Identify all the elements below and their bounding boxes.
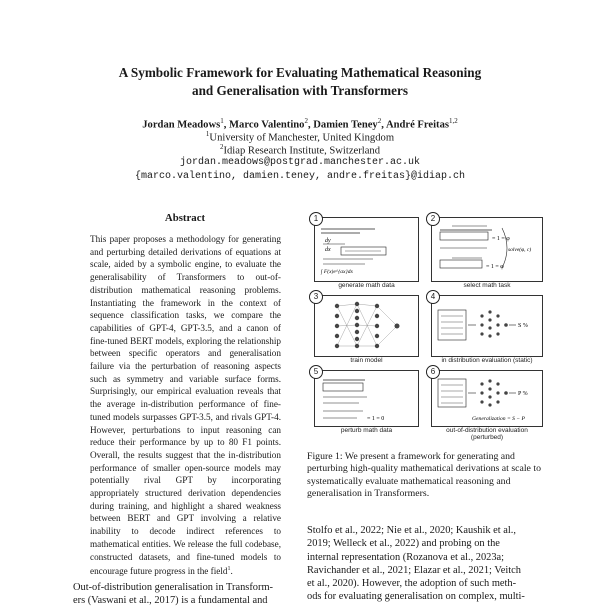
panel-number-1: 1	[309, 212, 323, 226]
abstract-body: This paper proposes a methodology for generating and perturbing detailed derivations of equations at scale, aided by a symbolic engine, to evaluate the generalisability of Transformers to out-of-distribution mathematical reasoning problems. Instantiating the framework in the context of sequence classification tasks, we compare the capabilities of GPT-4, GPT-3.5, and a canon of fine-tuned BERT models, exploring the relationship between specific operators and generalisation failure via the perturbation of reasoning aspects such as symmetry and variable surface forms. Surprisingly, our empirical evaluation reveals that the average in-distribution performance of fine-tuned models surpasses GPT-3.5, and rivals GPT-4. However, perturbations to input reasoning can reduce their performance by up to 80 F1 points. Overall, the results suggest that the in-distribution performance of smaller open-source models may potentially rival GPT by incorporating appropriately structured derivation dependencies during training, and highlight a shared weakness between BERT and GPT involving a relative inability to decode indirect references to mathematical entities. We release the full codebase, constructed datasets, and fine-tuned models to encourage future progress in the field$^1$.	[90, 234, 281, 577]
text-line: internal representation (Rozanova et al., 2023a;	[307, 551, 505, 563]
paper-title-line-2: and Generalisation with Transformers	[191, 83, 408, 98]
text-line: ods for evaluating generalisation on complex, multi-	[307, 591, 525, 603]
panel-label-6: out-of-distribution evaluation (perturbed)	[446, 427, 528, 441]
text-line: et al., 2020). However, the adoption of such meth-	[307, 578, 517, 590]
perturbed-score: P %	[518, 391, 528, 397]
figure-caption: Figure 1: We present a framework for generating and perturbing high-quality mathematical derivations at scale to systematically evaluate mathematical reasoning and generalisation in Transformers.	[307, 451, 541, 500]
panel-select-math-task	[431, 217, 543, 282]
affiliation-mark: 2	[219, 143, 224, 151]
in-distribution-score: S %	[518, 323, 528, 329]
right-column-text	[307, 524, 547, 604]
author-name: Marco Valentino	[229, 119, 305, 131]
author-affiliation-mark: 1,2	[449, 117, 458, 125]
author-list: Jordan Meadows$^1$, Marco Valentino$^2$, Damien Teney$^2$, André Freitas$^{1,2}$	[142, 117, 458, 131]
paper-title-line-1: A Symbolic Framework for Evaluating Mathematical Reasoning	[118, 65, 482, 80]
affiliation-mark: 1	[205, 130, 210, 138]
author-affiliation-mark: 2	[304, 117, 308, 125]
panel-label-5: perturb math data	[340, 427, 393, 434]
affiliation-text: Idiap Research Institute, Switzerland	[223, 145, 380, 157]
abstract-heading: Abstract	[164, 212, 206, 224]
author-name: Jordan Meadows	[142, 119, 221, 131]
intro-line-1: Out-of-distribution generalisation in Transform-	[73, 582, 273, 593]
footnote-mark[interactable]: 1	[227, 566, 231, 573]
panel-2-diagram	[432, 218, 542, 281]
panel-3-network-diagram	[315, 296, 418, 356]
task-equation-2: = 1 = φ	[486, 264, 504, 270]
text-line: 2019; Welleck et al., 2022) and probing on the	[307, 538, 500, 550]
text-line: Ravichander et al., 2021; Elazar et al., 2021; Veitch	[307, 564, 521, 576]
solve-expression: solve(φ, c)	[508, 247, 532, 253]
panel-number-4: 4	[426, 290, 440, 304]
panel-5-diagram	[315, 371, 418, 426]
figure-1	[307, 210, 547, 441]
panel-4-diagram	[432, 296, 542, 356]
frac-top: dy	[325, 238, 331, 244]
perturbed-equation: = 1 = 0	[367, 416, 385, 422]
author-affiliation-mark: 2	[377, 117, 382, 125]
abstract-text: This paper proposes a methodology for generating and perturbing detailed derivations of equations at scale, aided by a symbolic engine, to evaluate the generalisability of Transformers to out-of-distribution mathematical reasoning problems. Instantiating the framework in the context of sequence classification tasks, we compare the capabilities of GPT-4, GPT-3.5, and a canon of fine-tuned BERT models, exploring the relationship between specific operators and generalisation failure via the perturbation of reasoning aspects such as symmetry and variable surface forms. Surprisingly, our empirical evaluation reveals that the average in-distribution performance of fine-tuned models surpasses GPT-3.5, and rivals GPT-4. However, perturbations to input reasoning can reduce their performance by up to 80 F1 points. Overall, the results suggest that the in-distribution performance of smaller open-source models may potentially rival GPT by incorporating appropriately structured derivation dependencies during training, and highlight a shared weakness between BERT and GPT involving a relative inability to decode indirect references to mathematical entities. We release the full codebase, constructed datasets, and fine-tuned models to encourage future progress in the field	[90, 234, 281, 577]
author-affiliation-mark: 1	[220, 117, 224, 125]
panel-ood-evaluation	[431, 370, 543, 427]
panel-label-2: select math task	[463, 282, 511, 289]
frac-bottom: dx	[325, 247, 331, 253]
text-line: Stolfo et al., 2022; Nie et al., 2020; Kaushik et al.,	[307, 525, 516, 536]
panel-generate-math-data	[314, 217, 419, 282]
affiliation-text: University of Manchester, United Kingdom	[209, 132, 395, 144]
panel-1-diagram	[315, 218, 418, 281]
email-line-1[interactable]: jordan.meadows@postgrad.manchester.ac.uk	[179, 157, 421, 168]
panel-train-model	[314, 295, 419, 357]
integral-expression: ∫ F(x)e^{ax}dx	[321, 269, 353, 275]
email-line-2[interactable]: {marco.valentino, damien.teney, andre.freitas}@idiap.ch	[134, 171, 466, 182]
panel-label-3: train model	[350, 357, 383, 364]
generalization-formula: Generalization = S − P	[472, 416, 525, 422]
panel-number-2: 2	[426, 212, 440, 226]
panel-6-diagram	[432, 371, 542, 426]
panel-label-4: in distribution evaluation (static)	[441, 357, 533, 364]
panel-number-6: 6	[426, 365, 440, 379]
panel-in-distribution-evaluation	[431, 295, 543, 357]
task-equation-1: = 1 = φ	[492, 236, 510, 242]
panel-number-3: 3	[309, 290, 323, 304]
author-name: André Freitas	[385, 119, 449, 131]
panel-number-5: 5	[309, 365, 323, 379]
author-name: Damien Teney	[313, 119, 378, 131]
panel-label-1: generate math data	[338, 282, 395, 289]
panel-perturb-math-data	[314, 370, 419, 427]
intro-line-2: ers (Vaswani et al., 2017) is a fundamental and	[73, 595, 268, 606]
